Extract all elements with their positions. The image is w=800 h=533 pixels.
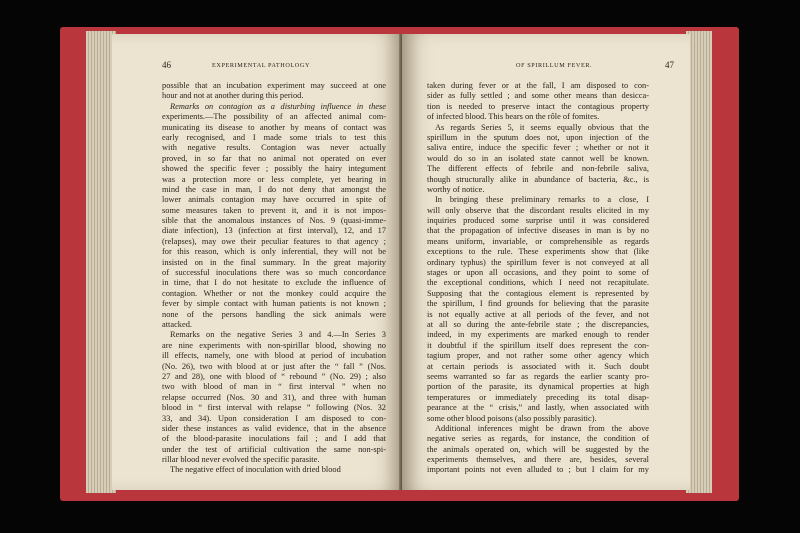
text-line: 33, and 34). Upon consideration I am disposed to con- bbox=[162, 413, 386, 423]
text-line: for this reason, which is only inferential, they will not be bbox=[162, 247, 386, 257]
text-line: contagion. Whether or not the monkey could acquire the bbox=[162, 288, 386, 298]
text-line: As regards Series 5, it seems equally obvious that the bbox=[435, 122, 649, 132]
text-line: indeed, in my experiments are marked enough to render bbox=[427, 330, 649, 340]
text-line: experiments.—The possibility of an affected animal com- bbox=[162, 112, 386, 122]
text-line: are nine experiments with non-spirillar blood, showing no bbox=[162, 340, 386, 350]
text-line: sider these instances as valid evidence, that in the absence bbox=[162, 423, 386, 433]
text-line: temperatures or immediately preceding its total disap- bbox=[427, 392, 649, 402]
text-line: sible that the anomalous instances of Nos. 9 (quasi-imme- bbox=[162, 216, 386, 226]
text-line: The negative effect of inoculation with dried blood bbox=[170, 465, 341, 475]
left-page bbox=[112, 34, 402, 490]
text-line: of infected blood. This bears on the rôle of fomites. bbox=[427, 112, 600, 122]
text-line: portion of the parasite, its dynamical properties at high bbox=[427, 382, 649, 392]
text-line: Supposing that the contagious element is represented by bbox=[427, 288, 649, 298]
text-line: spirillum in the sputum does not, upon injection of the bbox=[427, 132, 649, 142]
text-line: some measures taken to prevent it, and it is not impos- bbox=[162, 205, 386, 215]
text-line: (No. 26), two with blood at or just after the “ fall ” (Nos. bbox=[162, 361, 386, 371]
right-page bbox=[402, 34, 690, 490]
text-line: is not equally active at all periods of the fever, and not bbox=[427, 309, 649, 319]
text-line: early recognised, and I made some trials to test this bbox=[162, 132, 386, 142]
text-line: insisted on in the final summary. In the great majority bbox=[162, 257, 386, 267]
text-line: none of the persons handling the sick animals were bbox=[162, 309, 386, 319]
text-line: in time, that I do not hesitate to exclude the influence of bbox=[162, 278, 386, 288]
text-line: exceptions to the rule. These experiments show that (like bbox=[427, 247, 649, 257]
text-line: the exceptional conditions, which I need not recapitulate. bbox=[427, 278, 649, 288]
text-line: relapse occurred (Nos. 30 and 31), and three with human bbox=[162, 392, 386, 402]
text-line: tagium proper, and not rather some other agency which bbox=[427, 351, 649, 361]
text-line: under the test of artificial cultivation the same non-spi- bbox=[162, 444, 386, 454]
text-line: lower animals contagion may have occurred in spite of bbox=[162, 195, 386, 205]
text-line: seems warranted so far as regards the earlier scanty pro- bbox=[427, 371, 649, 381]
text-line: would do so in an isolated state cannot well be known. bbox=[427, 153, 649, 163]
left-page-number: 46 bbox=[162, 60, 171, 70]
right-page-text bbox=[427, 81, 649, 476]
text-line bbox=[162, 102, 386, 112]
text-line: will only observe that the discordant results elicited in my bbox=[427, 205, 649, 215]
text-line: blood in “ first interval with relapse ” following (Nos. 32 bbox=[162, 403, 386, 413]
text-line: saliva entire, induce the specific fever ; whether or not it bbox=[427, 143, 649, 153]
text-line: In bringing these preliminary remarks to a close, I bbox=[435, 195, 649, 205]
left-running-title: EXPERIMENTAL PATHOLOGY bbox=[212, 62, 311, 69]
text-line: at all so during the ante-febrile state ; the discrepancies, bbox=[427, 319, 649, 329]
text-line: experiments themselves, and there are, besides, several bbox=[427, 455, 649, 465]
left-page-text bbox=[162, 81, 386, 476]
right-page-number: 47 bbox=[665, 60, 674, 70]
text-line: means uniform, invariable, or comprehensible as regards bbox=[427, 236, 649, 246]
text-line: Additional inferences might be drawn from the above bbox=[435, 423, 649, 433]
text-line: diate infection), 13 (infection at first interval), 12, and 17 bbox=[162, 226, 386, 236]
text-line: some other blood poisons (also possibly parasitic). bbox=[427, 413, 597, 423]
text-line: that the propagation of infective diseases in man is by no bbox=[427, 226, 649, 236]
text-line: pearance at the “ crisis,” and lastly, when associated with bbox=[427, 403, 649, 413]
italic-heading: Remarks on contagion as a disturbing influence in these bbox=[170, 101, 386, 111]
text-line: ordinary typhus) the spirillum fever is not conveyed at all bbox=[427, 257, 649, 267]
text-line: ill effects, namely, one with blood at period of incubation bbox=[162, 351, 386, 361]
text-line: important points not even alluded to ; but I claim for my bbox=[427, 465, 649, 475]
text-line: sider as fully settled ; and some other means than desicca- bbox=[427, 91, 649, 101]
text-line: the spirillum, I find grounds for believing that the parasite bbox=[427, 299, 649, 309]
text-line: tion is needed to preserve intact the contagious property bbox=[427, 101, 649, 111]
text-line: fever by simple contact with human patients is not known ; bbox=[162, 299, 386, 309]
text-line: Remarks on the negative Series 3 and 4.—In Series 3 bbox=[170, 330, 386, 340]
text-line: municating its disease to another by means of contact was bbox=[162, 122, 386, 132]
text-line: worthy of notice. bbox=[427, 184, 485, 194]
text-line: taken during fever or at the fall, I am disposed to con- bbox=[427, 81, 649, 90]
text-line: showed the specific fever ; possibly the hairy integument bbox=[162, 164, 386, 174]
text-line: of successful inoculations there was so much concordance bbox=[162, 268, 386, 278]
text-line: The different effects of febrile and non-febrile saliva, bbox=[427, 164, 649, 174]
text-line: attacked. bbox=[162, 319, 192, 329]
text-line: rillar blood never evolved the specific parasite. bbox=[162, 455, 320, 465]
text-line: the animals operated on, which will be suggested by the bbox=[427, 444, 649, 454]
text-line: 27 and 28), one with blood of “ rebound ” (No. 29) ; also bbox=[162, 371, 386, 381]
text-line: possible that an incubation experiment may succeed at one bbox=[162, 81, 386, 90]
text-line: proved, in so far that no animal not operated on ever bbox=[162, 153, 386, 163]
text-line: hour and not at another during this period. bbox=[162, 91, 304, 101]
text-line: though structurally alike in abundance of bacteria, &c., is bbox=[427, 174, 649, 184]
text-line: was a protection more or less complete, yet bearing in bbox=[162, 174, 386, 184]
text-line: at certain periods is associated with it. Such doubt bbox=[427, 361, 649, 371]
text-line: negative series as regards, for instance, the condition of bbox=[427, 434, 649, 444]
text-line: two with blood of man in “ first interval ” when no bbox=[162, 382, 386, 392]
text-line: it doubtful if the spirillum itself does represent the con- bbox=[427, 340, 649, 350]
text-line: stages or upon all occasions, and they point to some of bbox=[427, 268, 649, 278]
text-line: (relapses), may owe their peculiar features to that agency ; bbox=[162, 236, 386, 246]
text-line: mind the case in man, I do not deny that amongst the bbox=[162, 184, 386, 194]
right-running-title: OF SPIRILLUM FEVER. bbox=[516, 62, 593, 69]
text-line: with negative results. Contagion was never actually bbox=[162, 143, 386, 153]
text-line: of the blood-parasite inoculations fail ; and I add that bbox=[162, 434, 386, 444]
text-line: inquiries produced some surprise until it was considered bbox=[427, 216, 649, 226]
